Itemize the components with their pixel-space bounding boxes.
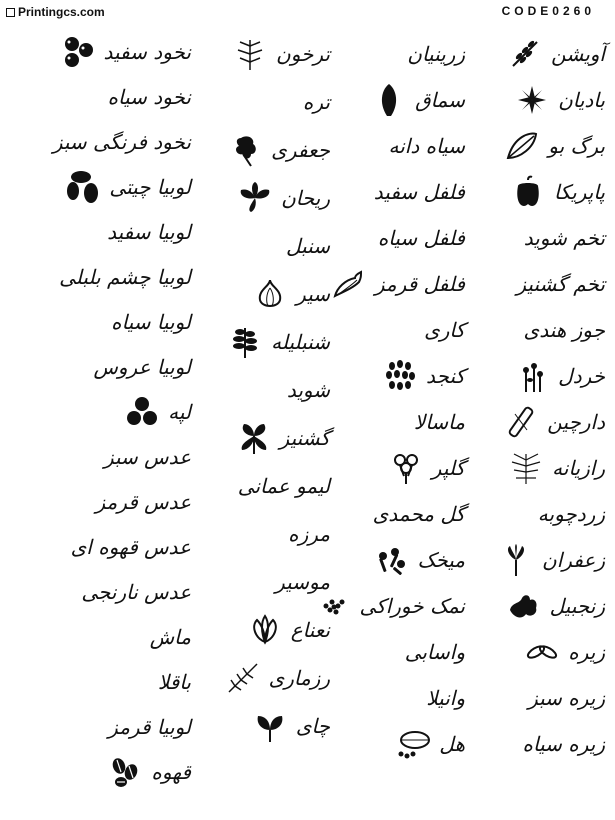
spice-entry — [6, 660, 191, 704]
chickpeas-icon — [60, 34, 96, 70]
spice-name: گشنیز — [279, 426, 330, 450]
tea-leaves-icon — [252, 708, 288, 744]
spice-name: نخود فرنگی سبز — [52, 130, 191, 154]
spice-name: هل — [439, 732, 465, 756]
product-code: CODE0260 — [501, 4, 595, 18]
spice-name: نمک خوراکی — [359, 594, 465, 618]
spice-name: آویشن — [551, 42, 605, 66]
spice-entry — [6, 390, 191, 434]
fenugreek-plant-icon — [227, 324, 263, 360]
spice-name: شوید — [286, 378, 330, 402]
spice-name: قهوه — [151, 760, 191, 784]
spice-entry — [190, 272, 330, 316]
parsley-leaf-icon — [227, 132, 263, 168]
basil-leaves-icon — [237, 180, 273, 216]
spice-name: لپه — [168, 400, 191, 424]
spice-entry — [6, 480, 191, 524]
spice-entry — [190, 32, 330, 76]
cardamom-pod-icon — [395, 726, 431, 762]
spice-entry — [190, 656, 330, 700]
spice-name: نخود سیاه — [107, 85, 191, 109]
spice-name: جعفری — [271, 138, 330, 162]
spice-name: زیره سبز — [528, 686, 605, 710]
spice-name: نخود سفید — [103, 40, 191, 64]
bell-pepper-icon — [510, 174, 546, 210]
spice-name: فلفل سیاه — [377, 226, 465, 250]
spice-entry — [190, 704, 330, 748]
tarragon-sprig-icon — [232, 36, 268, 72]
spice-entry — [6, 525, 191, 569]
coffee-beans-icon — [107, 754, 143, 790]
spice-name: کاری — [424, 318, 465, 342]
mustard-plant-icon — [514, 358, 550, 394]
spice-name: لوبیا عروس — [93, 355, 191, 379]
spice-name: لوبیا چیتی — [109, 175, 191, 199]
spice-name: سماق — [415, 88, 465, 112]
spice-name: سیاه دانه — [388, 134, 465, 158]
spice-name: تخم گشنیز — [516, 272, 605, 296]
mint-leaf-icon — [247, 612, 283, 648]
spice-name: تره — [302, 90, 330, 114]
spice-name: ریحان — [281, 186, 330, 210]
spice-name: واسابی — [404, 640, 465, 664]
spice-name: تخم شوید — [523, 226, 605, 250]
spice-name: زنجبیل — [549, 594, 605, 618]
spice-name: کنجد — [426, 364, 465, 388]
spice-name: جوز هندی — [523, 318, 605, 342]
spice-entry — [190, 224, 330, 268]
spice-name: بادیان — [558, 88, 605, 112]
spice-name: لوبیا چشم بلبلی — [59, 265, 191, 289]
spice-name: عدس قهوه ای — [70, 535, 191, 559]
cumin-seeds-icon — [524, 634, 560, 670]
spice-entry — [190, 176, 330, 220]
spice-entry — [6, 300, 191, 344]
spice-entry — [6, 705, 191, 749]
spice-name: پاپریکا — [554, 180, 605, 204]
spice-name: دارچین — [547, 410, 605, 434]
spice-entry — [190, 128, 330, 172]
spice-name: گلپر — [431, 456, 465, 480]
saffron-flower-icon — [498, 542, 534, 578]
cinnamon-stick-icon — [503, 404, 539, 440]
star-anise-icon — [514, 82, 550, 118]
spice-name: لوبیا قرمز — [108, 715, 191, 739]
spice-name: چای — [295, 714, 330, 738]
spice-name: موسیر — [275, 570, 330, 594]
spice-entry — [190, 560, 330, 604]
spice-name: زیره سیاه — [522, 732, 605, 756]
spice-entry — [6, 30, 191, 74]
spice-name: فلفل سفید — [373, 180, 465, 204]
spice-name: زرینیان — [407, 42, 465, 66]
spice-name: عدس نارنجی — [81, 580, 191, 604]
spice-entry — [190, 320, 330, 364]
cloves-icon — [373, 542, 409, 578]
spice-name: رزماری — [268, 666, 330, 690]
brand-logo — [6, 4, 105, 20]
garlic-bulb-icon — [252, 276, 288, 312]
brand-name: Printingcs.com — [18, 5, 105, 19]
ginger-root-icon — [506, 588, 542, 624]
spice-name: لوبیا سیاه — [111, 310, 191, 334]
spice-entry — [190, 80, 330, 124]
spice-name: فلفل قرمز — [374, 272, 465, 296]
spice-entry — [190, 512, 330, 556]
spice-entry — [6, 345, 191, 389]
thyme-sprig-icon — [507, 36, 543, 72]
spice-name: نعناع — [290, 618, 330, 642]
pinto-beans-icon — [65, 169, 101, 205]
spice-entry — [190, 416, 330, 460]
spice-entry — [6, 570, 191, 614]
spice-name: لوبیا سفید — [107, 220, 191, 244]
spice-entry — [6, 210, 191, 254]
split-peas-icon — [124, 394, 160, 430]
spice-name: رازیانه — [552, 456, 605, 480]
spice-entry — [6, 435, 191, 479]
spice-entry — [6, 615, 191, 659]
spice-entry — [6, 165, 191, 209]
spice-name: لیمو عمانی — [237, 474, 330, 498]
chili-pepper-icon — [331, 266, 367, 302]
spice-name: مرزه — [288, 522, 330, 546]
spice-entry — [190, 608, 330, 652]
spice-name: میخک — [417, 548, 465, 572]
spice-name: سنبل — [286, 234, 330, 258]
spice-entry — [6, 75, 191, 119]
spice-name: زردچوبه — [537, 502, 605, 526]
rosemary-sprig-icon — [225, 660, 261, 696]
spice-name: خردل — [558, 364, 605, 388]
spice-name: سیر — [296, 282, 330, 306]
sumac-icon — [371, 82, 407, 118]
sesame-seeds-icon — [382, 358, 418, 394]
spice-name: عدس قرمز — [95, 490, 191, 514]
spice-name: باقلا — [157, 670, 191, 694]
spice-name: زیره — [568, 640, 605, 664]
spice-name: وانیلا — [426, 686, 465, 710]
logo-box-icon — [6, 8, 15, 17]
spice-entry — [190, 368, 330, 412]
spice-name: گل محمدی — [372, 502, 465, 526]
fennel-icon — [508, 450, 544, 486]
spice-name: ترخون — [276, 42, 330, 66]
spice-entry — [6, 255, 191, 299]
golpar-flower-icon — [388, 450, 424, 486]
spice-name: شنبلیله — [271, 330, 330, 354]
spice-name: ماش — [149, 625, 191, 649]
coriander-leaf-icon — [236, 420, 272, 456]
spice-name: برگ بو — [548, 134, 605, 158]
bay-leaf-icon — [504, 128, 540, 164]
spice-name: عدس سبز — [103, 445, 191, 469]
spice-name: ماسالا — [413, 410, 465, 434]
spice-entry — [190, 464, 330, 508]
spice-entry — [6, 750, 191, 794]
spice-name: زعفران — [542, 548, 605, 572]
spice-entry — [6, 120, 191, 164]
